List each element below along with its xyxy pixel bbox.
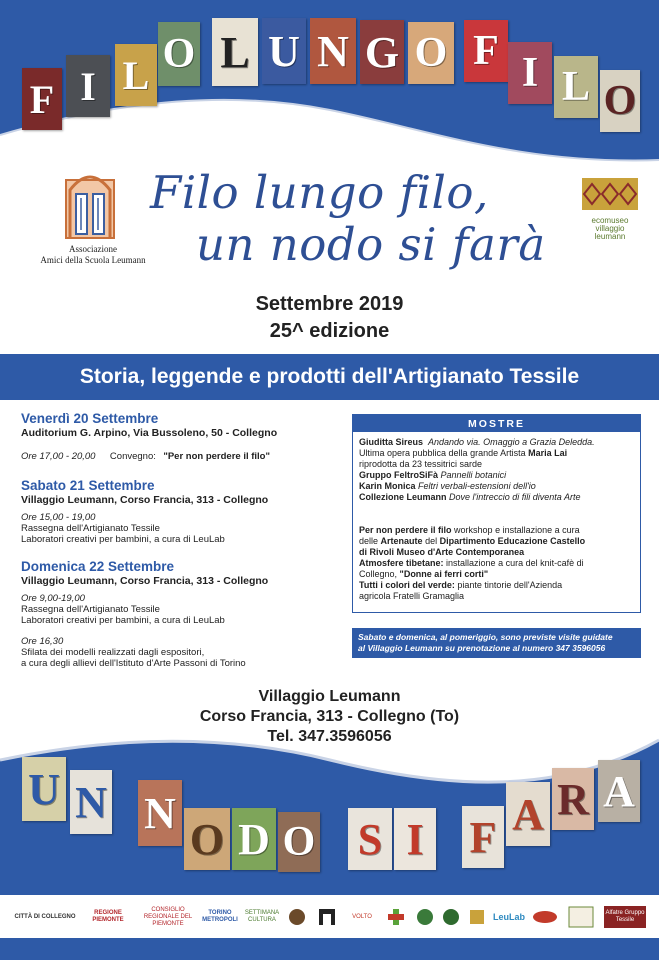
day2-venue: Villaggio Leumann, Corso Francia, 313 - Collegno [21, 494, 269, 506]
textile-tile: N [70, 770, 112, 834]
sponsor-logo [566, 906, 596, 928]
textile-tile: I [66, 55, 110, 117]
textile-tile: U [22, 757, 66, 821]
contact-place: Villaggio Leumann [258, 688, 401, 705]
scissors-emblem-icon [532, 910, 558, 924]
textile-tile: I [394, 808, 436, 870]
guided-visits-box [352, 628, 641, 658]
textile-tile: F [462, 806, 504, 868]
main-title-line1: Filo lungo filo, [150, 166, 489, 219]
sponsor-logo [466, 906, 488, 928]
day1-time: Ore 17,00 - 20,00 [21, 451, 96, 462]
ecomuseo-line3: leumann [594, 232, 626, 241]
mostre-box [352, 414, 641, 613]
sponsor-logo [286, 906, 308, 928]
day1-venue: Auditorium G. Arpino, Via Bussoleno, 50 - Collegno [21, 427, 278, 439]
school-door-icon [60, 160, 120, 240]
textile-tile: U [262, 18, 306, 84]
ecomuseo-logo [582, 178, 638, 240]
leaf-emblem-icon [442, 908, 460, 926]
textile-tile: G [360, 20, 404, 84]
day3-line1: Rassegna dell'Artigianato Tessile [21, 604, 160, 615]
textile-tile: O [278, 812, 320, 872]
workshop3-desc: piante tintorie dell'Azienda [457, 580, 563, 590]
workshop1-line2d: Dipartimento Educazione Castello [439, 536, 586, 546]
contact-phone[interactable]: Tel. 347.3596056 [267, 728, 392, 745]
exhibit2-name: Gruppo FeltroSiFà [359, 470, 439, 480]
day2-line1: Rassegna dell'Artigianato Tessile [21, 523, 160, 534]
exhibit3-desc: Feltri verbali-estensioni dell'io [418, 481, 536, 491]
day1-convegno-title: "Per non perdere il filo" [163, 451, 270, 462]
day3-line2: Laboratori creativi per bambini, a cura di LeuLab [21, 615, 225, 626]
ecomuseo-line1: ecomuseo [591, 216, 629, 225]
workshop3-name: Tutti i colori del verde: [359, 580, 455, 590]
theme-banner [0, 354, 659, 400]
exhibit2-desc: Pannelli botanici [440, 470, 507, 480]
sponsor-logo [316, 906, 338, 928]
sponsor-logo [530, 906, 560, 928]
footer-blue-band [0, 938, 659, 960]
sponsor-logo: CITTÀ DI COLLEGNO [14, 913, 76, 920]
contact-address: Corso Francia, 313 - Collegno (To) [199, 708, 460, 725]
textile-tile: L [115, 44, 157, 106]
sponsor-logo: Alfatre Gruppo Tessile [604, 906, 646, 928]
workshop2-desc: installazione a cura del knit-cafè di [446, 558, 584, 568]
textile-tile: N [138, 780, 182, 846]
textile-tile: R [552, 768, 594, 830]
sponsor-logo: LeuLab [493, 911, 526, 922]
exhibit4-name: Collezione Leumann [359, 492, 447, 502]
textile-tile: L [554, 56, 598, 118]
exhibit4-desc: Dove l'intreccio di fili diventa Arte [449, 492, 581, 502]
exhibit1-line2a: Ultima opera pubblica della grande Artista [359, 448, 526, 458]
visits-line2: al Villaggio Leumann su prenotazione al numero 347 3596056 [358, 643, 606, 653]
association-line2: Amici della Scuola Leumann [40, 255, 146, 265]
workshop1-desc: workshop e installazione a cura [454, 525, 580, 535]
program-day1 [21, 411, 341, 464]
exhibit1-line3: riprodotta da 23 tessitrici sarde [359, 459, 483, 469]
mostre-header [353, 415, 640, 432]
exhibit1-name: Giuditta Sireus [359, 437, 424, 447]
day3-line4: a cura degli allievi dell'Istituto d'Arte Passoni di Torino [21, 658, 246, 669]
day2-line2: Laboratori creativi per bambini, a cura di LeuLab [21, 534, 225, 545]
program-day2 [21, 478, 341, 545]
day1-title: Venerdì 20 Settembre [21, 411, 159, 426]
sponsor-logo: REGIONE PIEMONTE [92, 910, 124, 923]
textile-tile: O [184, 808, 230, 870]
textile-tile: L [212, 18, 258, 86]
workshop3-line2: agricola Fratelli Gramaglia [359, 591, 465, 601]
textile-tile: N [310, 18, 356, 84]
day2-time: Ore 15,00 - 19,00 [21, 512, 96, 523]
textile-tile: F [464, 20, 508, 82]
banner-text: Storia, leggende e prodotti dell'Artigianato Tessile [79, 365, 580, 388]
round-emblem-icon [416, 908, 434, 926]
sponsor-logo [384, 906, 408, 928]
day3-title: Domenica 22 Settembre [21, 559, 175, 574]
mostre-heading: MOSTRE [468, 417, 525, 430]
workshop1-name: Per non perdere il filo [359, 525, 452, 535]
sponsor-logo: VOLTO [352, 913, 372, 920]
association-line1: Associazione [69, 244, 117, 254]
cross-emblem-icon [387, 908, 405, 926]
textile-tile: A [506, 782, 550, 846]
day2-title: Sabato 21 Settembre [21, 478, 155, 493]
workshop1-line2c: del [425, 536, 438, 546]
day3-time: Ore 9,00-19,00 [21, 593, 85, 604]
day3-venue: Villaggio Leumann, Corso Francia, 313 - Collegno [21, 575, 269, 587]
tree-emblem-icon [288, 908, 306, 926]
day1-convegno-label: Convegno: [109, 451, 156, 462]
workshop2-line2b: "Donne ai ferri corti" [399, 569, 489, 579]
textile-tile: S [348, 808, 392, 870]
textile-tile: O [600, 70, 640, 132]
sponsor-logo: SETTIMANA CULTURA [244, 910, 280, 923]
workshop2-line2a: Collegno, [359, 569, 398, 579]
textile-tile: I [508, 42, 552, 104]
exhibit3-name: Karin Monica [359, 481, 416, 491]
workshop1-line3: di Rivoli Museo d'Arte Contemporanea [359, 547, 525, 557]
day3-time2: Ore 16,30 [21, 636, 64, 647]
textile-tile: O [408, 22, 454, 84]
association-logo [38, 160, 148, 270]
textile-tile: O [158, 22, 200, 86]
ecomuseo-pattern-icon [582, 178, 638, 210]
gramaglia-emblem-icon [568, 906, 594, 928]
textile-tile: D [232, 808, 276, 870]
sponsor-logo: CONSIGLIO REGIONALE DEL PIEMONTE [143, 906, 193, 927]
sponsor-logo [414, 906, 436, 928]
main-title-line2: un nodo si farà [196, 218, 546, 271]
ecomuseo-line2: villaggio [595, 224, 625, 233]
sponsor-logo: TORINO METROPOLI [202, 910, 238, 923]
edition-line: 25^ edizione [269, 320, 390, 342]
workshop1-line2a: delle [359, 536, 379, 546]
program-day3 [21, 559, 341, 669]
visits-line1: Sabato e domenica, al pomeriggio, sono previste visite guidate [358, 632, 613, 642]
arch-emblem-icon [318, 908, 336, 926]
workshop1-line2b: Artenaute [380, 536, 423, 546]
date-line: Settembre 2019 [255, 293, 404, 315]
textile-tile: A [598, 760, 640, 822]
exhibit1-line2b: Maria Lai [528, 448, 568, 458]
workshop2-name: Atmosfere tibetane: [359, 558, 444, 568]
crest-emblem-icon [468, 908, 486, 926]
exhibit1-desc: Andando via. Omaggio a Grazia Deledda. [428, 437, 595, 447]
sponsor-logo [440, 906, 462, 928]
textile-tile: F [22, 68, 62, 130]
day3-line3: Sfilata dei modelli realizzati dagli espositori, [21, 647, 205, 658]
